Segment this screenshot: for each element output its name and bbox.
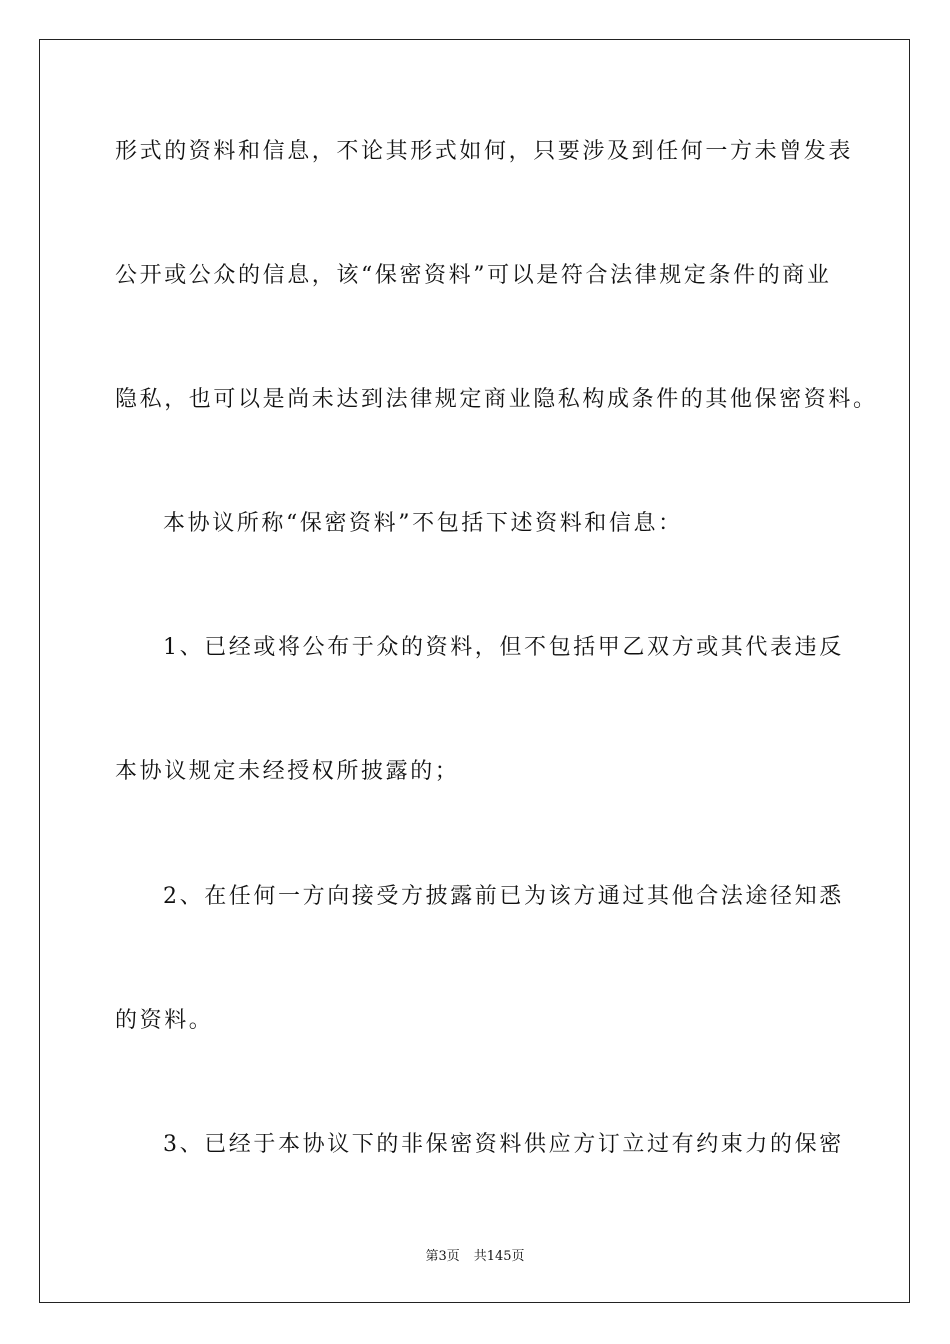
page-footer [0,1248,950,1266]
paragraph-line: 公开或公众的信息，该“保密资料”可以是符合法律规定条件的商业 [115,263,832,288]
paragraph-line: 隐私，也可以是尚未达到法律规定商业隐私构成条件的其他保密资料。 [115,387,878,412]
paragraph-line: 3、已经于本协议下的非保密资料供应方订立过有约束力的保密 [163,1132,844,1157]
total-pages: 共145页 [473,1249,525,1264]
page-number: 第3页 [425,1249,460,1264]
paragraph-line: 的资料。 [115,1008,214,1033]
paragraph-line: 形式的资料和信息，不论其形式如何，只要涉及到任何一方未曾发表 [115,139,854,164]
paragraph-line: 1、已经或将公布于众的资料，但不包括甲乙双方或其代表违反 [163,635,844,660]
paragraph-line: 本协议所称“保密资料”不包括下述资料和信息： [163,511,683,536]
paragraph-line: 2、在任何一方向接受方披露前已为该方通过其他合法途径知悉 [163,884,844,909]
page-border [39,39,910,1303]
paragraph-line: 本协议规定未经授权所披露的； [115,759,460,784]
